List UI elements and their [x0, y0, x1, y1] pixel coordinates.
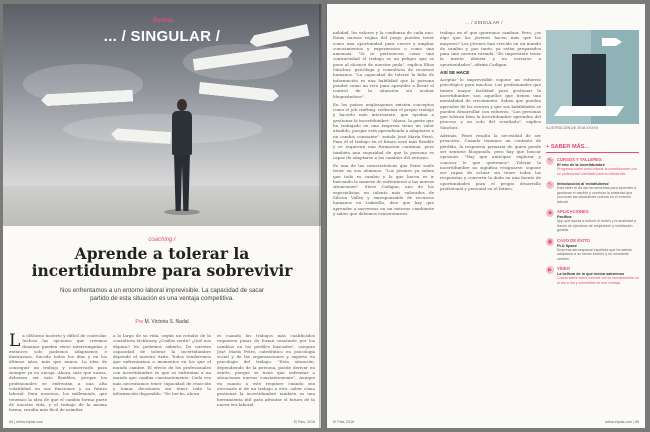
sidebar-illustration — [546, 30, 639, 124]
sidebar-item-name: Introducción al 'mindfulness' — [557, 182, 610, 186]
sidebar-item-name: PLD Space — [557, 243, 577, 248]
paragraph: a elXtorno incierto y difícil de controlar. Incluso las opciones que creemos dominar pueden verse interrumpidas y entonces solo podemos adaptarnos e ilustrarnos. Sucede todos los días y en los últimos años, más que nunca. La idea de conseguir un trabajo y conservarlo para siempre ya no encaja. Ahora, más que nunca, debemos ser más flexibles, porque los profesionales se enfrentan a una alta volatilidad en sus funciones y su futuro laboral. Para nosotros, los millennials, que tenemos la idea de que el cambio forma parte de nuestra vida, y el trabajo de la misma forma, resulta más fácil de asimilar. — [9, 333, 107, 413]
byline-author: M. Victoria S. Nadal — [144, 319, 189, 325]
sidebar-item-text: Empresa aeroespacial española que ha sabido adaptarse a un sector incierto y en constante cambio. — [557, 247, 632, 261]
folio: El Pais, 2018 — [293, 420, 315, 424]
arrow-sign-right — [199, 82, 280, 102]
dropcap: L — [9, 333, 21, 351]
article-headline: Aprende a tolerar la incertidumbre para sobrevivir — [31, 244, 293, 280]
text-column — [217, 333, 315, 417]
folio: El Pais, 2018 — [333, 420, 355, 424]
article-kicker: coaching / — [148, 237, 176, 243]
sidebar-item — [546, 181, 639, 204]
sidebar-item-head: VÍDEO — [557, 266, 571, 271]
sidebar-item-name: Pacifica — [557, 215, 572, 219]
paragraph: nalidad, los valores y la confianza de cada uno. Estas nuevas reglas del juego pueden tener como una oportunidad para crecer y ampliar conocimientos y experiencias o como una amenaza. "Si te pertenecen como una contrariedad el trabajo es un peligro que se pone al alcance de nuestra jaula", explica Elisa Sánchez, psicóloga y consultora de recursos humanos. "La capacidad de tolerar la falta de información es una habilidad que la persona pondrá como un reto para aprender a llevar el control de la situación sin acabar bloqueándose". — [333, 30, 434, 99]
body-columns — [333, 30, 541, 414]
hero-illustration — [3, 4, 321, 226]
text-column — [9, 333, 107, 417]
pencil-icon: ✎ — [547, 158, 553, 164]
paragraph: es cuando los trabajos más cualificados requieren pasar de forma constante por los cambios en los perfiles buscados", asegura José María Peiró, catedrático en psicología social y de las organizaciones y experto en psicología del trabajo. "Esta situación, dependiendo de la persona, puede derivar en estrés, porque se tiene que enfrentar a situaciones nuevas constantemente". Aunque en cuanto a este requiere cuando sea necesario ir de un trabajo a otro, saber cómo gestionar la incertidumbre también es una herramienta útil para afrontar el futuro de la nueva era laboral. — [217, 333, 315, 407]
article-standfirst: Nos enfrentamos a un entorno laboral imprevisible. La capacidad de sacar partido de esta situación es una ventaja competitiva. — [60, 287, 264, 302]
sidebar-item-text: Charla sobre cómo convivir con la incertidumbre en el día a día y convertirla en una ventaja. — [557, 276, 639, 285]
paragraph: En los países anglosajones existen conceptos como el job crafting, rediseñar el propio trabajo y hacerlo más interesante, que ayudan a gestionar la incertidumbre. "Ahora, la gente que ha trabajado en una empresa tiene un valor añadido, porque está aprendiendo a adaptarse a un cambio constante", señala José María Peiró. Para él el trabajo en el futuro será más flexible y se requerirá una formación continua, pero también una seguridad de que la persona es capaz de adaptarse a los cambios del entorno. — [333, 101, 434, 160]
subhead: ASÍ SE HACE — [440, 70, 470, 76]
paragraph: Es una de las características que Peiró suele tener en sus alumnos. "Los jóvenes ya saben que todo es cambio y lo que hacen es ir buscando la manera de enfrentarse a las nuevas situaciones". Steve Cadigan, uno de los especialistas en talento más valorados de Silicon Valley y exresponsable de recursos humanos en LinkedIn, dice que hay que aprender a movernos en un entorno cambiante y saber que debemos reinventarnos. — [333, 163, 434, 216]
sidebar-title: + SABER MÁS... — [546, 144, 639, 153]
sidebar-item-head: CASO DE ÉXITO — [557, 237, 590, 243]
sidebar-item-text: Este taller te da las herramientas para aprender a gestionar el cambio y controlar la ansiedad que provocan las situaciones nuevas en el entorno laboral. — [557, 186, 637, 204]
sidebar-item-text: Programa sobre cómo tolerar la incertidumbre con un profesional orientado para su desarrollo. — [557, 167, 638, 176]
body-columns — [9, 333, 315, 417]
byline-prefix: Por — [135, 319, 144, 325]
paragraph: Aceptar lo imprevisible supone un esfuerzo psicológico para muchos. Los profesionales que tienen mayor facilidad para gestionar la incertidumbre son aquellos que tienen una mentalidad de crecimiento. Saben que pueden aprender de los errores y que sus habilidades se pueden desarrollar con esfuerzo. "Las personas que toleran bien la incertidumbre aprenden del proceso y no solo del resultado", explica Sánchez. — [440, 77, 541, 130]
pencil-icon: ✎ — [547, 182, 553, 188]
section-kicker: Retina — [152, 18, 174, 24]
section-header: ... / SINGULAR / — [465, 20, 503, 25]
paragraph: a lo largo de su vida, según un estudio de la consultora McKinsey. ¿Cuáles serán? ¿Qué nos depara? No podemos saberlo. De nuestra capacidad de tolerar la incertidumbre depende el nuestro éxito. Todos tenderemos que enfrentarnos a momentos en los que el mundo cambie. El efecto de los profesionales con incertidumbre es que se enfrentan a un mundo que cambia constantemente. Cada vez más necesitamos tener capacidad de reacción y tomar decisiones sin tener toda la información disponible. "De hecho, ahora — [113, 333, 211, 397]
saber-mas-sidebar — [546, 144, 639, 416]
byline — [3, 319, 321, 325]
play-icon: ▶ — [546, 266, 554, 274]
folio: 84 | retina.elpais.com — [9, 420, 44, 424]
sidebar-item — [546, 157, 639, 176]
paragraph: Además, Peiró resalta la necesidad de ser proactivo. Cuando tenemos un contexto de pérdida, la respuesta primaria de quien puede ser sentirse bloqueado, pero hay que buscar opciones. "Hay que anticipar, explorar y conocer lo que queremos". Tolerar la incertidumbre no significa resignarse: supone ser capaz de actuar sin tener todas las respuestas y convertir la duda en una fuente de oportunidades para el propio desarrollo profesional y personal en el futuro. — [440, 133, 541, 192]
sidebar-item-head: APLICACIONES — [557, 209, 589, 214]
app-icon: ◉ — [547, 210, 553, 216]
sidebar-item-name: El reto de la incertidumbre — [557, 163, 605, 167]
sidebar-item — [546, 266, 639, 285]
sidebar-item-name: La belleza de lo que nunca sabremos — [557, 272, 625, 276]
left-page — [3, 4, 321, 428]
sidebar-item — [546, 209, 639, 233]
illustration-caption: ILUSTRACIÓN DE 2018 XXXXX — [546, 126, 599, 130]
paragraph: trabajo en el que queremos cambiar. Pero, ¿es algo que los jóvenes hacen más que los mayores? Los jóvenes han crecido en un mundo de cambio y, por tanto, ya están preparados para una carrera variada. "Es importante tener la mente abierta y no cerrarse a oportunidades", afirma Cadigan. — [440, 30, 541, 67]
sidebar-item-text: App que ayuda a reducir el estrés y la ansiedad a través de ejercicios de respiración y meditación guiada. — [557, 219, 636, 232]
folio: retina.elpais.com | 85 — [604, 420, 639, 424]
man-figure — [170, 99, 194, 217]
text-column — [113, 333, 211, 417]
sidebar-item — [546, 238, 639, 262]
text-column — [440, 30, 541, 414]
section-title: ... / SINGULAR / — [103, 28, 221, 45]
right-page — [327, 4, 645, 428]
case-icon: ▣ — [547, 238, 553, 245]
text-column — [333, 30, 434, 414]
sidebar-item-head: CURSOS Y TALLERES — [557, 157, 602, 162]
